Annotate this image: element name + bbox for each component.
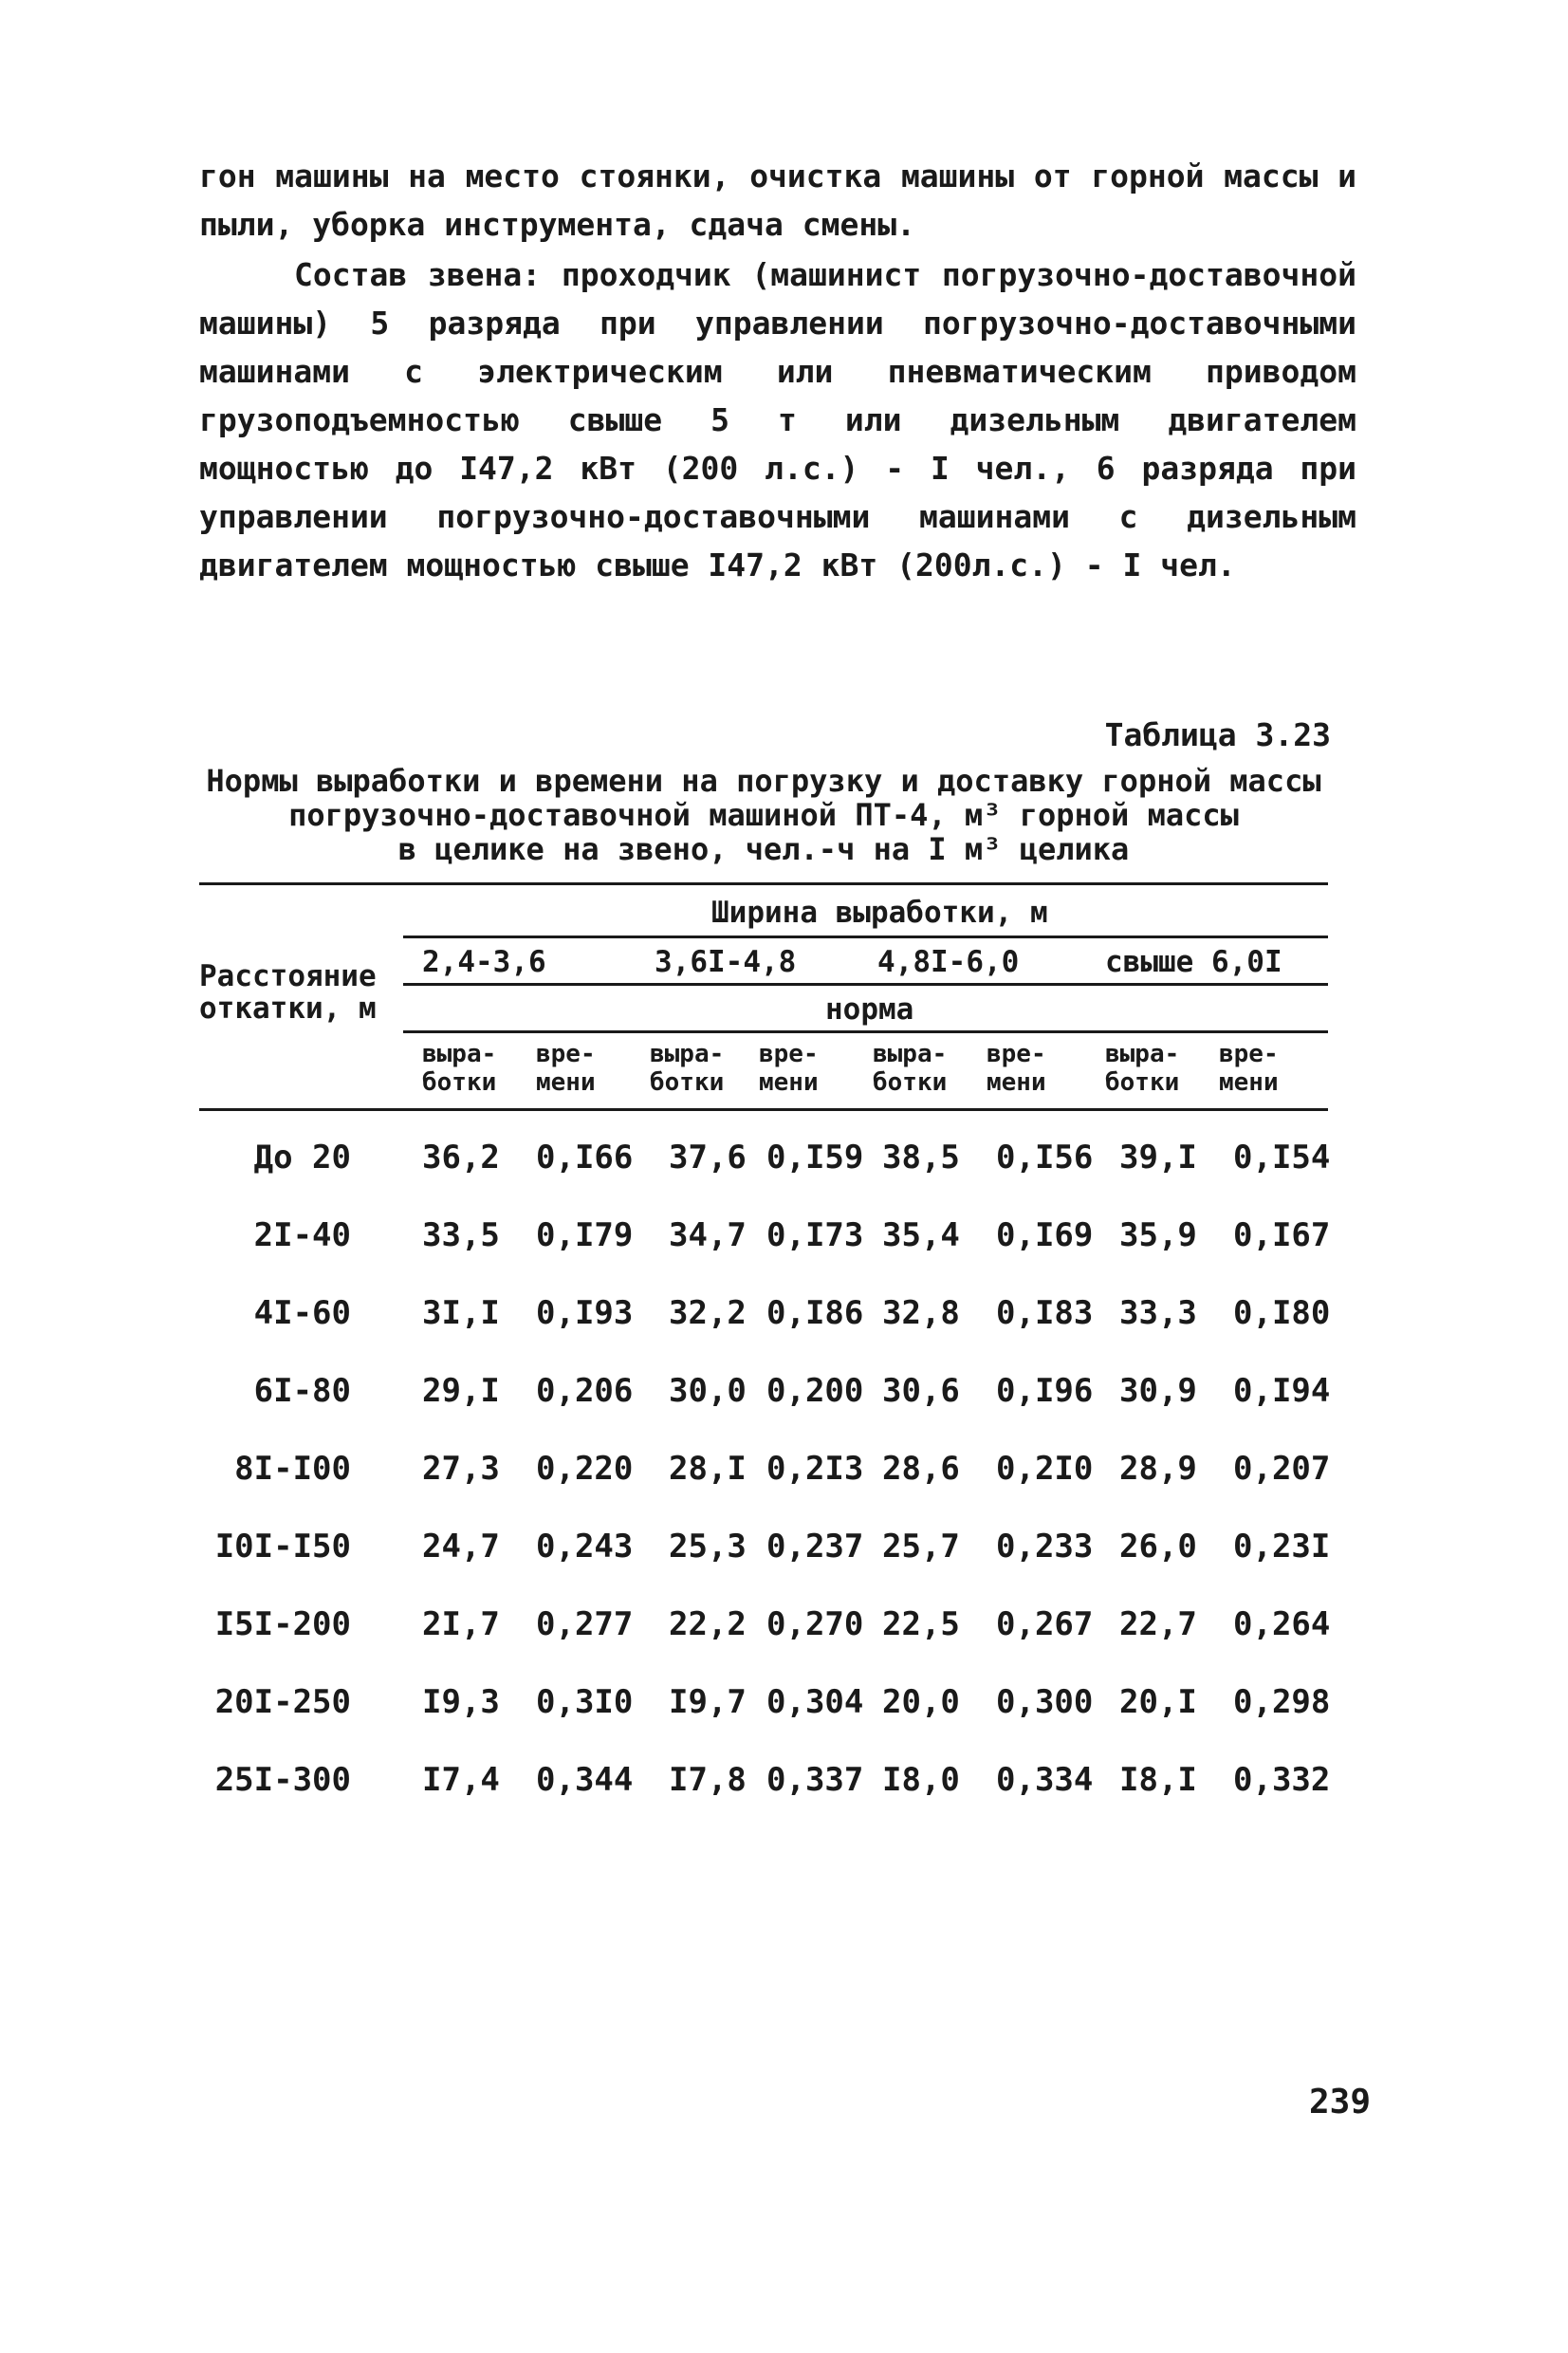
subheader-time-3: вре-мени bbox=[987, 1040, 1046, 1097]
output-cell: 2I,7 bbox=[422, 1605, 500, 1643]
time-cell: 0,237 bbox=[766, 1528, 864, 1566]
output-cell: I8,0 bbox=[882, 1761, 960, 1799]
caption-line-1: Нормы выработки и времени на погрузку и доставку горной массы bbox=[206, 763, 1321, 799]
table-row bbox=[199, 1294, 1331, 1342]
width-header: Ширина выработки, м bbox=[711, 896, 1048, 930]
header-top-rule bbox=[199, 882, 1328, 885]
output-cell: 39,I bbox=[1119, 1139, 1197, 1176]
caption-line-3: в целике на звено, чел.-ч на I м³ целика bbox=[397, 831, 1130, 867]
header-bottom-rule bbox=[199, 1108, 1328, 1111]
output-cell: 36,2 bbox=[422, 1139, 500, 1176]
output-cell: 28,6 bbox=[882, 1450, 960, 1488]
subheader-time-1: вре-мени bbox=[536, 1040, 596, 1097]
subheader-time-4: вре-мени bbox=[1219, 1040, 1279, 1097]
table-row bbox=[199, 1528, 1331, 1575]
time-cell: 0,2I3 bbox=[766, 1450, 864, 1488]
output-cell: 28,I bbox=[669, 1450, 747, 1488]
time-cell: 0,337 bbox=[766, 1761, 864, 1799]
output-cell: 35,9 bbox=[1119, 1216, 1197, 1254]
time-cell: 0,I73 bbox=[766, 1216, 864, 1254]
time-cell: 0,I86 bbox=[766, 1294, 864, 1332]
norm-rule bbox=[403, 1030, 1328, 1033]
output-cell: 37,6 bbox=[669, 1139, 747, 1176]
table-row bbox=[199, 1605, 1331, 1653]
table-row bbox=[199, 1683, 1331, 1731]
time-cell: 0,264 bbox=[1233, 1605, 1331, 1643]
time-cell: 0,I94 bbox=[1233, 1372, 1331, 1410]
distance-cell: 4I-60 bbox=[253, 1294, 351, 1332]
time-cell: 0,I69 bbox=[996, 1216, 1094, 1254]
output-cell: 3I,I bbox=[422, 1294, 500, 1332]
table-header bbox=[199, 873, 1328, 1110]
table-row bbox=[199, 1139, 1331, 1186]
subheader-output-2: выра-ботки bbox=[650, 1040, 725, 1097]
width-rule bbox=[403, 936, 1328, 938]
output-cell: 35,4 bbox=[882, 1216, 960, 1254]
time-cell: 0,I83 bbox=[996, 1294, 1094, 1332]
output-cell: I9,3 bbox=[422, 1683, 500, 1721]
output-cell: 28,9 bbox=[1119, 1450, 1197, 1488]
time-cell: 0,I59 bbox=[766, 1139, 864, 1176]
time-cell: 0,I67 bbox=[1233, 1216, 1331, 1254]
output-cell: 27,3 bbox=[422, 1450, 500, 1488]
body-text bbox=[199, 152, 1356, 589]
distance-cell: I5I-200 bbox=[214, 1605, 351, 1643]
output-cell: 29,I bbox=[422, 1372, 500, 1410]
output-cell: 30,9 bbox=[1119, 1372, 1197, 1410]
time-cell: 0,304 bbox=[766, 1683, 864, 1721]
output-cell: 25,7 bbox=[882, 1528, 960, 1566]
width-group-3: 4,8I-6,0 bbox=[877, 945, 1020, 979]
distance-cell: До 20 bbox=[253, 1139, 351, 1176]
output-cell: 33,5 bbox=[422, 1216, 500, 1254]
groups-rule bbox=[403, 983, 1328, 986]
table-number: Таблица 3.23 bbox=[1104, 716, 1331, 753]
time-cell: 0,332 bbox=[1233, 1761, 1331, 1799]
time-cell: 0,2I0 bbox=[996, 1450, 1094, 1488]
time-cell: 0,I56 bbox=[996, 1139, 1094, 1176]
output-cell: 22,2 bbox=[669, 1605, 747, 1643]
table-row bbox=[199, 1761, 1331, 1808]
output-cell: 34,7 bbox=[669, 1216, 747, 1254]
time-cell: 0,3I0 bbox=[536, 1683, 634, 1721]
output-cell: 20,I bbox=[1119, 1683, 1197, 1721]
output-cell: 20,0 bbox=[882, 1683, 960, 1721]
width-group-1: 2,4-3,6 bbox=[422, 945, 546, 979]
output-cell: 33,3 bbox=[1119, 1294, 1197, 1332]
time-cell: 0,220 bbox=[536, 1450, 634, 1488]
time-cell: 0,I54 bbox=[1233, 1139, 1331, 1176]
subheader-output-1: выра-ботки bbox=[422, 1040, 497, 1097]
output-cell: 38,5 bbox=[882, 1139, 960, 1176]
time-cell: 0,23I bbox=[1233, 1528, 1331, 1566]
time-cell: 0,267 bbox=[996, 1605, 1094, 1643]
time-cell: 0,233 bbox=[996, 1528, 1094, 1566]
table-caption bbox=[180, 764, 1347, 866]
table-row bbox=[199, 1216, 1331, 1264]
time-cell: 0,I79 bbox=[536, 1216, 634, 1254]
table-row bbox=[199, 1450, 1331, 1497]
output-cell: 32,2 bbox=[669, 1294, 747, 1332]
time-cell: 0,207 bbox=[1233, 1450, 1331, 1488]
time-cell: 0,277 bbox=[536, 1605, 634, 1643]
caption-line-2: погрузочно-доставочной машиной ПТ-4, м³ горной массы bbox=[288, 797, 1239, 833]
distance-cell: 25I-300 bbox=[214, 1761, 351, 1799]
distance-cell: 2I-40 bbox=[253, 1216, 351, 1254]
output-cell: 30,6 bbox=[882, 1372, 960, 1410]
time-cell: 0,270 bbox=[766, 1605, 864, 1643]
paragraph-continuation: гон машины на место стоянки, очистка машины от горной массы и пыли, уборка инструмента, сдача смены. bbox=[199, 157, 1356, 243]
output-cell: I7,4 bbox=[422, 1761, 500, 1799]
subheader-output-4: выра-ботки bbox=[1105, 1040, 1180, 1097]
time-cell: 0,298 bbox=[1233, 1683, 1331, 1721]
output-cell: 25,3 bbox=[669, 1528, 747, 1566]
time-cell: 0,200 bbox=[766, 1372, 864, 1410]
time-cell: 0,206 bbox=[536, 1372, 634, 1410]
subheader-output-3: выра-ботки bbox=[873, 1040, 948, 1097]
table-row bbox=[199, 1372, 1331, 1419]
distance-cell: 20I-250 bbox=[214, 1683, 351, 1721]
width-group-2: 3,6I-4,8 bbox=[655, 945, 797, 979]
output-cell: 26,0 bbox=[1119, 1528, 1197, 1566]
output-cell: 32,8 bbox=[882, 1294, 960, 1332]
output-cell: 24,7 bbox=[422, 1528, 500, 1566]
output-cell: 22,7 bbox=[1119, 1605, 1197, 1643]
output-cell: I8,I bbox=[1119, 1761, 1197, 1799]
output-cell: I9,7 bbox=[669, 1683, 747, 1721]
time-cell: 0,I96 bbox=[996, 1372, 1094, 1410]
time-cell: 0,334 bbox=[996, 1761, 1094, 1799]
norm-header: норма bbox=[825, 992, 914, 1027]
time-cell: 0,344 bbox=[536, 1761, 634, 1799]
output-cell: I7,8 bbox=[669, 1761, 747, 1799]
time-cell: 0,I80 bbox=[1233, 1294, 1331, 1332]
width-group-4: свыше 6,0I bbox=[1105, 945, 1282, 979]
time-cell: 0,243 bbox=[536, 1528, 634, 1566]
time-cell: 0,I93 bbox=[536, 1294, 634, 1332]
distance-cell: 8I-I00 bbox=[234, 1450, 351, 1488]
row-header-distance: Расстояние откатки, м bbox=[199, 959, 377, 1026]
subheader-time-2: вре-мени bbox=[759, 1040, 819, 1097]
distance-cell: I0I-I50 bbox=[214, 1528, 351, 1566]
time-cell: 0,I66 bbox=[536, 1139, 634, 1176]
page-number: 239 bbox=[1309, 2083, 1372, 2121]
time-cell: 0,300 bbox=[996, 1683, 1094, 1721]
paragraph-crew-composition: Состав звена: проходчик (машинист погрузочно-доставочной машины) 5 разряда при управлении погрузочно-доставочными машинами с электрическим или пневматическим приводом грузоподъемностью свыше 5 т или дизельным двигателем мощностью до I47,2 кВт (200 л.с.) - I чел., 6 разряда при управлении погрузочно-доставочными машинами с дизельным двигателем мощностью свыше I47,2 кВт (200л.с.) - I чел. bbox=[199, 256, 1356, 584]
output-cell: 30,0 bbox=[669, 1372, 747, 1410]
output-cell: 22,5 bbox=[882, 1605, 960, 1643]
distance-cell: 6I-80 bbox=[253, 1372, 351, 1410]
